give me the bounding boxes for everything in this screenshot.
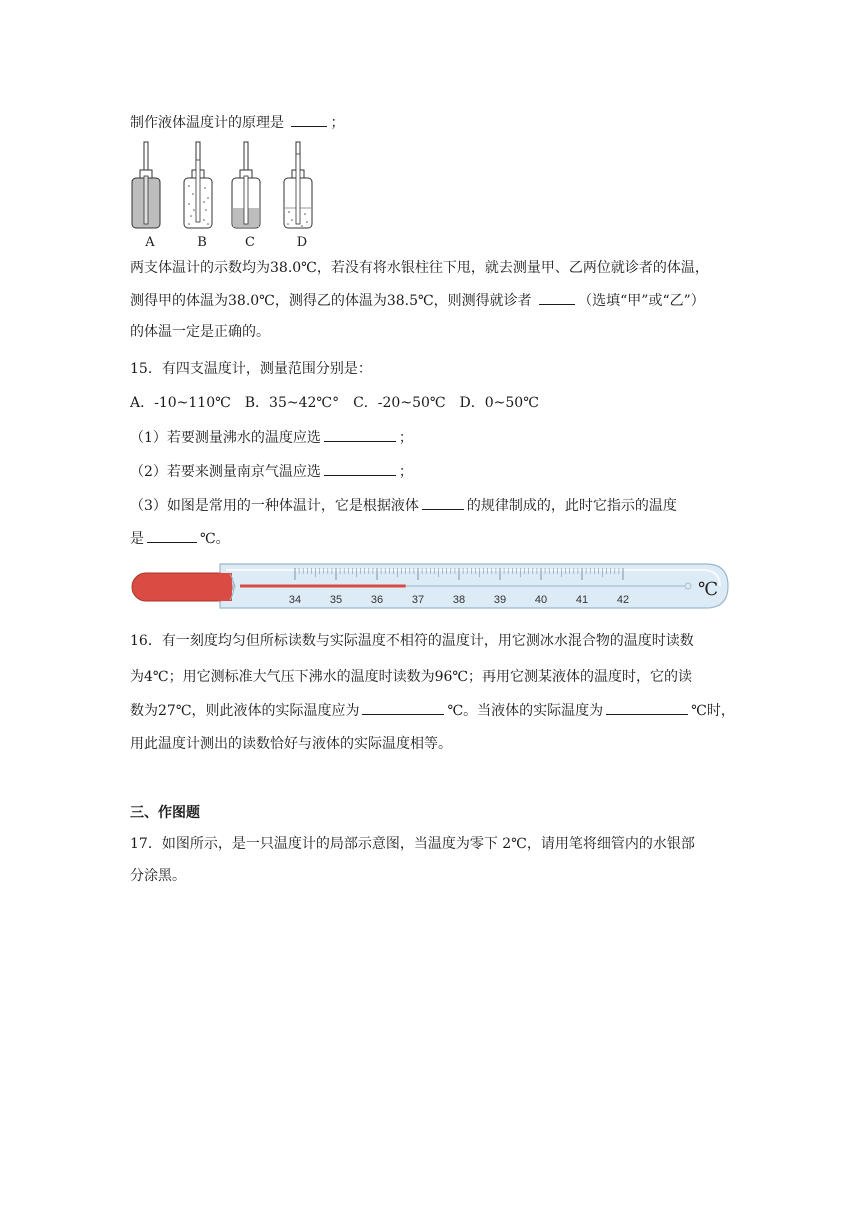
answer-blank[interactable] — [147, 528, 197, 543]
section-heading: 三、作图题 — [130, 805, 200, 821]
q14-line1-text: 制作液体温度计的原理是 — [130, 115, 284, 131]
q15-title: 15．有四支温度计，测量范围分别是： — [130, 361, 372, 377]
scale-label: 40 — [534, 594, 548, 606]
scale-label: 34 — [288, 594, 302, 606]
bottle-b — [184, 142, 212, 228]
answer-blank[interactable] — [606, 700, 688, 715]
scale-label: 37 — [411, 594, 425, 606]
scale-labels — [289, 594, 629, 606]
thermometer-bulb — [132, 573, 232, 601]
q15-part3: （3）如图是常用的一种体温计，它是根据液体 的规律制成的，此时它指示的温度 — [130, 495, 677, 516]
scale-label: 42 — [616, 594, 630, 606]
q14-line4: 的体温一定是正确的。 — [130, 324, 270, 340]
bottle-label-b: B — [197, 235, 207, 250]
q16-line4: 用此温度计测出的读数恰好与液体的实际温度相等。 — [130, 736, 452, 752]
bottle-label-d: D — [296, 235, 308, 250]
q16-line3: 数为27℃，则此液体的实际温度应为 ℃。当液体的实际温度为 ℃时， — [130, 700, 735, 721]
q16-line1: 16．有一刻度均匀但所标读数与实际温度不相符的温度计，用它测冰水混合物的温度时读数 — [130, 633, 694, 649]
scale-label: 39 — [493, 594, 507, 606]
clinical-thermometer — [130, 560, 730, 614]
q17-line1: 17．如图所示，是一只温度计的局部示意图，当温度为零下 2℃，请用笔将细管内的水银部 — [130, 836, 695, 852]
answer-blank[interactable] — [324, 427, 396, 442]
q15-options: A．-10~110℃ B．35~42℃° C．-20~50℃ D．0~50℃ — [130, 395, 539, 411]
bottle-d — [284, 142, 312, 228]
q14-line3: 测得甲的体温为38.0℃，测得乙的体温为38.5℃，则测得就诊者 （选填“甲”或“乙”） — [130, 290, 705, 311]
bottles-figure — [128, 140, 328, 252]
unit-label: ℃ — [698, 579, 719, 600]
q17-line2: 分涂黑。 — [130, 868, 186, 884]
answer-blank[interactable] — [324, 461, 396, 476]
q16-line2: 为4℃；用它测标准大气压下沸水的温度时读数为96℃；再用它测某液体的温度时，它的读 — [130, 669, 693, 685]
answer-blank[interactable] — [422, 495, 464, 510]
scale-label: 41 — [575, 594, 589, 606]
scale-label: 35 — [329, 594, 343, 606]
q15-part3-cont: 是 ℃。 — [130, 528, 230, 549]
q14-line2: 两支体温计的示数均为38.0℃，若没有将水银柱往下甩，就去测量甲、乙两位就诊者的体温， — [130, 260, 709, 276]
bottle-a — [132, 142, 160, 228]
bottle-label-c: C — [245, 235, 255, 250]
scale-label: 36 — [370, 594, 384, 606]
answer-blank[interactable] — [291, 112, 327, 127]
scale-label: 38 — [452, 594, 466, 606]
answer-blank[interactable] — [362, 700, 444, 715]
q14-line1: 制作液体温度计的原理是 ； — [130, 112, 344, 133]
answer-blank[interactable] — [539, 290, 575, 305]
bottle-c — [232, 142, 260, 228]
bottle-label-a: A — [145, 235, 155, 250]
q15-part2: （2）若要来测量南京气温应选 ； — [130, 461, 413, 482]
q15-part1: （1）若要测量沸水的温度应选 ； — [130, 427, 413, 448]
